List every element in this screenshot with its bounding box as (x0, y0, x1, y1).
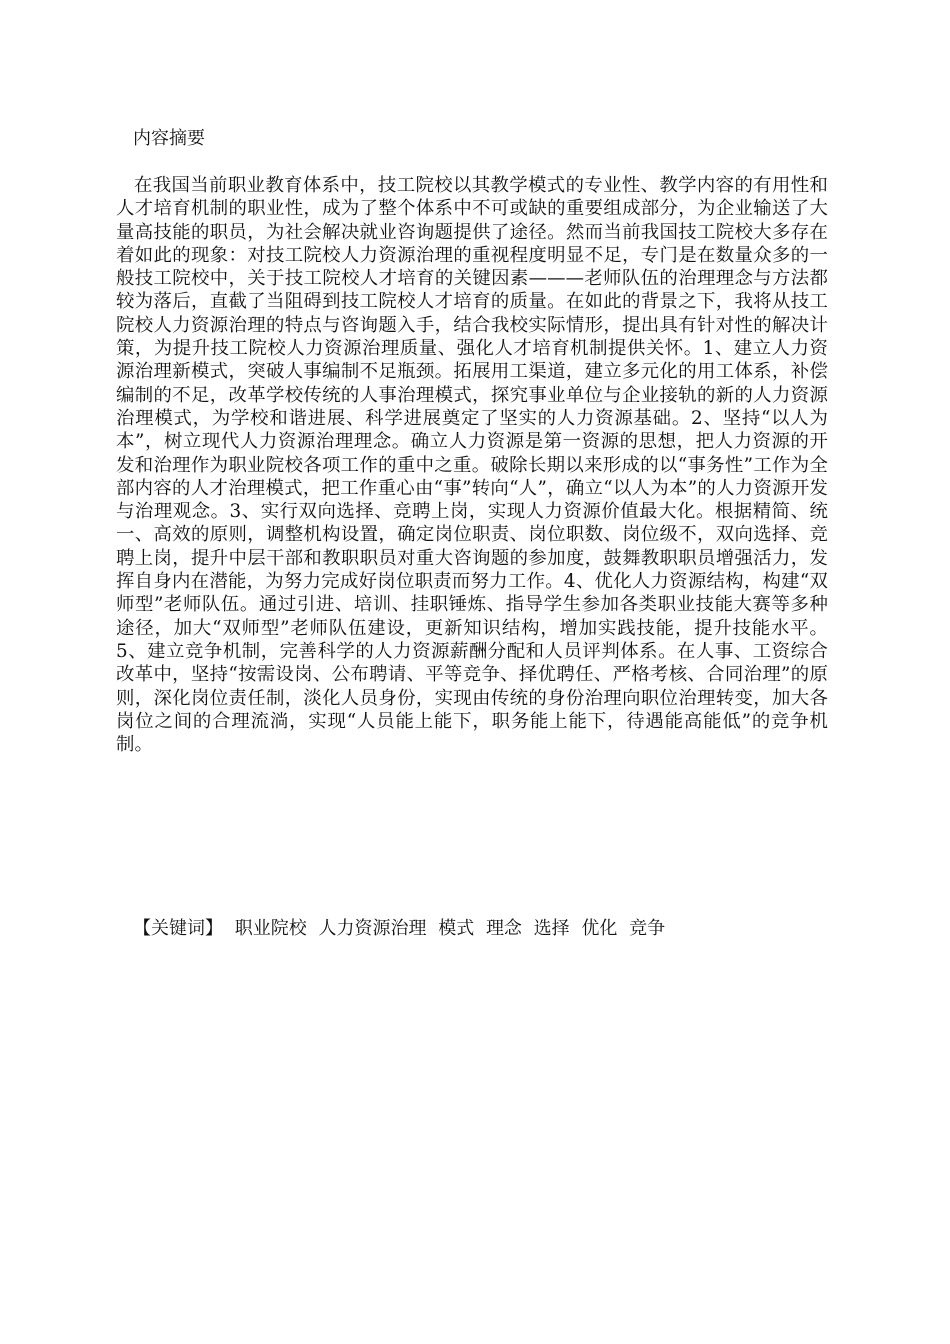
keyword: 人力资源治理 (318, 918, 427, 939)
keyword: 职业院校 (234, 918, 307, 939)
abstract-body: 在我国当前职业教育体系中，技工院校以其教学模式的专业性、教学内容的有用性和人才培育机制的职业性，成为了整个体系中不可或缺的重要组成部分，为企业输送了大量高技能的职员，为社会解决就业咨询题提供了途径。然而当前我国技工院校大多存在着如此的现象：对技工院校人力资源治理的重视程度明显不足，专门是在数量众多的一般技工院校中，关于技工院校人才培育的关键因素———老师队伍的治理理念与方法都较为落后，直截了当阻碍到技工院校人才培育的质量。在如此的背景之下，我将从技工院校人力资源治理的特点与咨询题入手，结合我校实际情形，提出具有针对性的解决计策，为提升技工院校人力资源治理质量、强化人才培育机制提供关怀。1、建立人力资源治理新模式，突破人事编制不足瓶颈。拓展用工渠道，建立多元化的用工体系，补偿编制的不足，改革学校传统的人事治理模式，探究事业单位与企业接轨的新的人力资源治理模式，为学校和谐进展、科学进展奠定了坚实的人力资源基础。2、坚持“以人为本”，树立现代人力资源治理理念。确立人力资源是第一资源的思想，把人力资源的开发和治理作为职业院校各项工作的重中之重。破除长期以来形成的以“事务性”工作为全部内容的人才治理模式，把工作重心由“事”转向“人”，确立“以人为本”的人力资源开发与治理观念。3、实行双向选择、竞聘上岗，实现人力资源价值最大化。根据精简、统一、高效的原则，调整机构设置，确定岗位职责、岗位职数、岗位级不，双向选择、竞聘上岗，提升中层干部和教职职员对重大咨询题的参加度，鼓舞教职职员增强活力，发挥自身内在潜能，为努力完成好岗位职责而努力工作。4、优化人力资源结构，构建“双师型”老师队伍。通过引进、培训、挂职锤炼、指导学生参加各类职业技能大赛等多种途径，加大“双师型”老师队伍建设，更新知识结构，增加实践技能，提升技能水平。5、建立竞争机制，完善科学的人力资源薪酬分配和人员评判体系。在人事、工资综合改革中，坚持“按需设岗、公布聘请、平等竞争、择优聘任、严格考核、合同治理”的原则，深化岗位责任制，淡化人员身份，实现由传统的身份治理向职位治理转变，加大各岗位之间的合理流淌，实现“人员能上能下，职务能上能下，待遇能高能低”的竞争机制。 (116, 175, 828, 756)
keyword: 选择 (533, 918, 570, 939)
abstract-heading: 内容摘要 (133, 128, 205, 149)
keyword: 竞争 (629, 918, 666, 939)
keywords-line (133, 916, 671, 942)
keyword: 理念 (485, 918, 522, 939)
keyword: 优化 (581, 918, 618, 939)
keyword: 模式 (438, 918, 475, 939)
keywords-label: 【关键词】 (133, 918, 223, 939)
